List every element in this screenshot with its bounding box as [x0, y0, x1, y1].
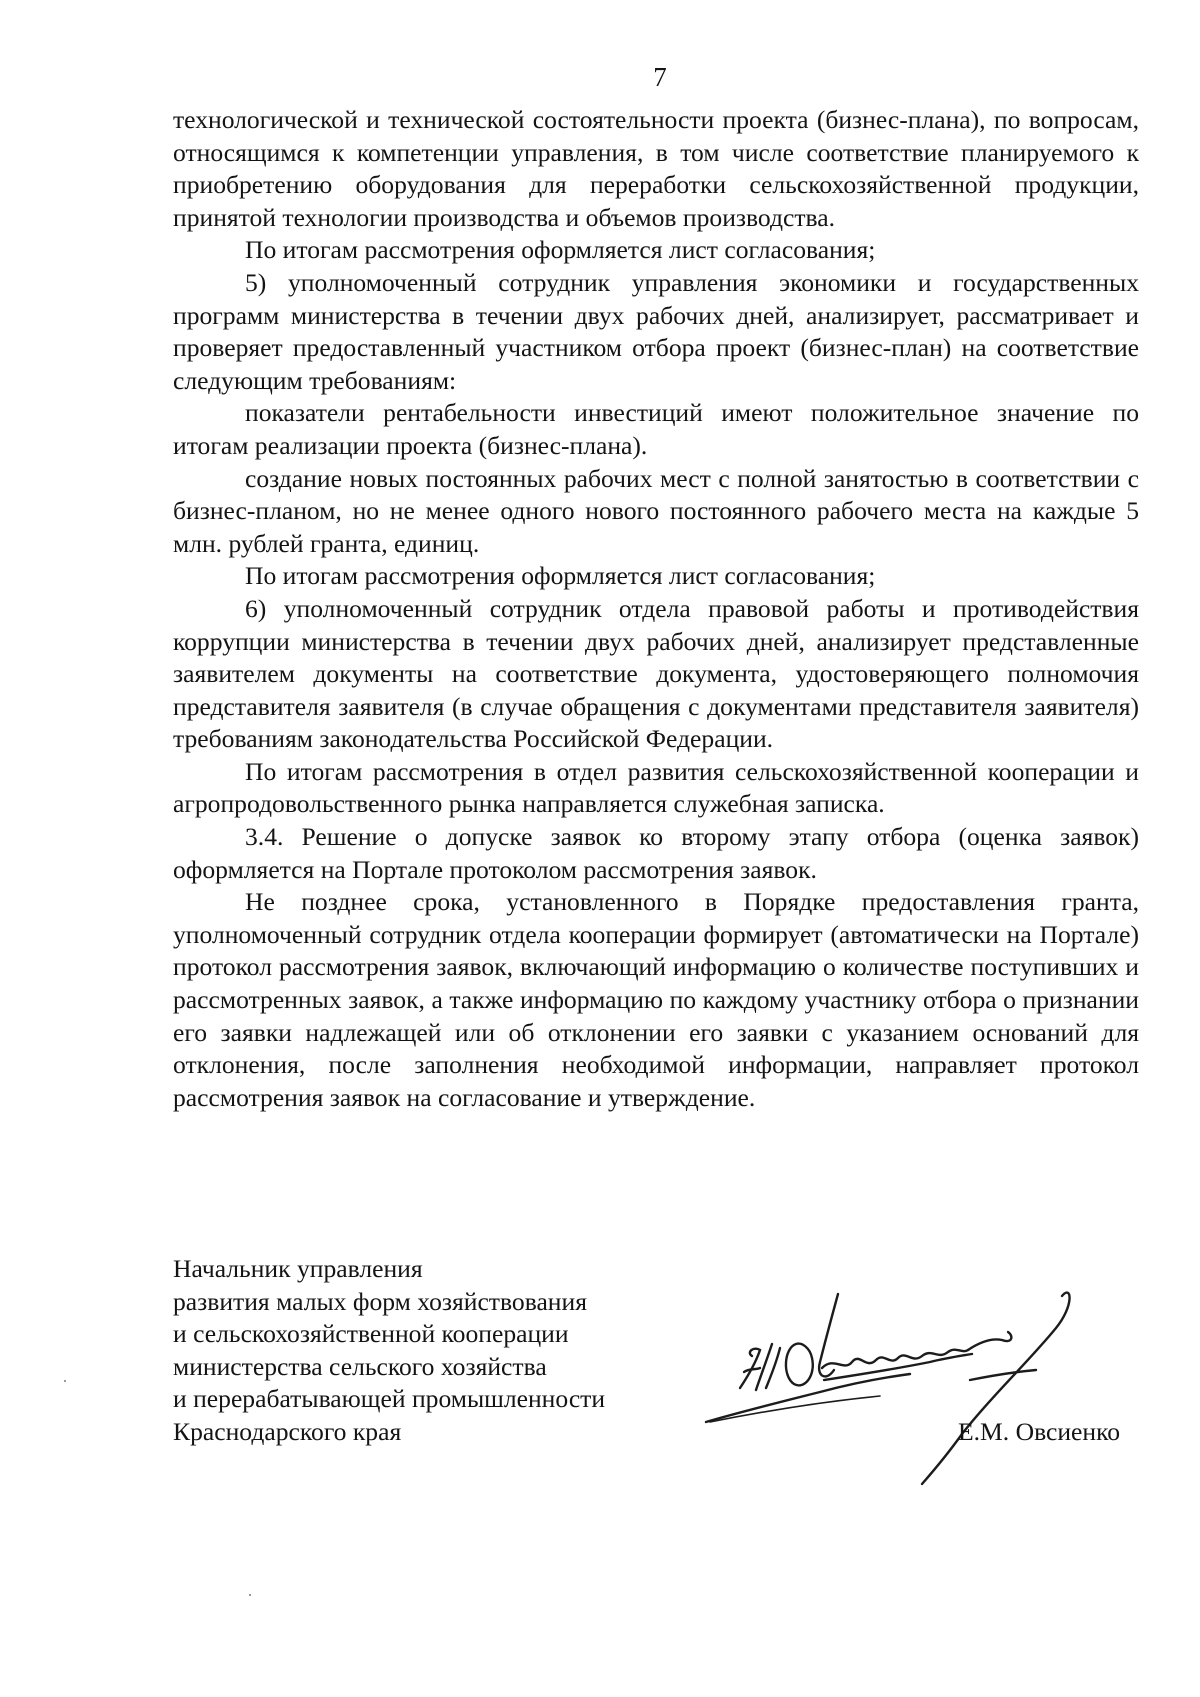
- signatory-title-line-5: и перерабатывающей промышленности: [173, 1384, 606, 1414]
- paragraph-5: создание новых постоянных рабочих мест с полной занятостью в соответствии с бизнес-планом, но не менее одного нового постоянного рабочего места на каждые 5 млн. рублей гранта, единиц.: [173, 463, 1139, 558]
- signatory-name: Е.М. Овсиенко: [958, 1417, 1121, 1446]
- signatory-title-line-2: развития малых форм хозяйствования: [173, 1286, 587, 1316]
- paragraph-7: 6) уполномоченный сотрудник отдела правовой работы и противодействия коррупции министерства в течении двух рабочих дней, анализирует представленные заявителем документы на соответствие документа, удостоверяющего полномочия представителя заявителя (в случае обращения с документами представителя заявителя) требованиям законодательства Российской Федерации.: [173, 593, 1139, 754]
- page-number: 7: [653, 62, 667, 92]
- signatory-title-line-6: Краснодарского края: [173, 1416, 402, 1446]
- signatory-title-line-3: и сельскохозяйственной кооперации: [173, 1319, 569, 1349]
- paragraph-1: технологической и технической состоятельности проекта (бизнес-плана), по вопросам, относящимся к компетенции управления, в том числе соответствие планируемого к приобретению оборудования для переработки сельскохозяйственной продукции, принятой технологии производства и объемов производства.: [173, 105, 1139, 232]
- signatory-title-block: [173, 1253, 693, 1449]
- paragraph-6: По итогам рассмотрения оформляется лист согласования;: [245, 561, 876, 591]
- paragraph-3: 5) уполномоченный сотрудник управления экономики и государственных программ министерства в течении двух рабочих дней, анализирует, рассматривает и проверяет предоставленный участником отбора проект (бизнес-план) на соответствие следующим требованиям:: [173, 267, 1139, 395]
- handwritten-signature: [700, 1272, 1100, 1512]
- signature-strokes: [706, 1293, 1070, 1484]
- scan-speck: [64, 1380, 66, 1382]
- paragraph-9: 3.4. Решение о допуске заявок ко второму этапу отбора (оценка заявок) оформляется на Портале протоколом рассмотрения заявок.: [173, 822, 1139, 884]
- scan-speck: [249, 1594, 251, 1596]
- paragraph-2: По итогам рассмотрения оформляется лист согласования;: [245, 235, 876, 265]
- signature-underline: [710, 1396, 880, 1422]
- paragraph-8: По итогам рассмотрения в отдел развития сельскохозяйственной кооперации и агропродовольственного рынка направляется служебная записка.: [173, 756, 1139, 819]
- signatory-title-line-4: министерства сельского хозяйства: [173, 1351, 547, 1381]
- signatory-title-line-1: Начальник управления: [173, 1254, 423, 1283]
- paragraph-10: Не позднее срока, установленного в Порядке предоставления гранта, уполномоченный сотрудник отдела кооперации формирует (автоматически на Портале) протокол рассмотрения заявок, включающий информацию о количестве поступивших и рассмотренных заявок, а также информацию по каждому участнику отбора о признании его заявки надлежащей или об отклонении его заявки с указанием оснований для отклонения, после заполнения необходимой информации, направляет протокол рассмотрения заявок на согласование и утверждение.: [173, 887, 1139, 1112]
- paragraph-4: показатели рентабельности инвестиций имеют положительное значение по итогам реализации проекта (бизнес-плана).: [173, 398, 1139, 460]
- document-body: [173, 104, 1139, 1114]
